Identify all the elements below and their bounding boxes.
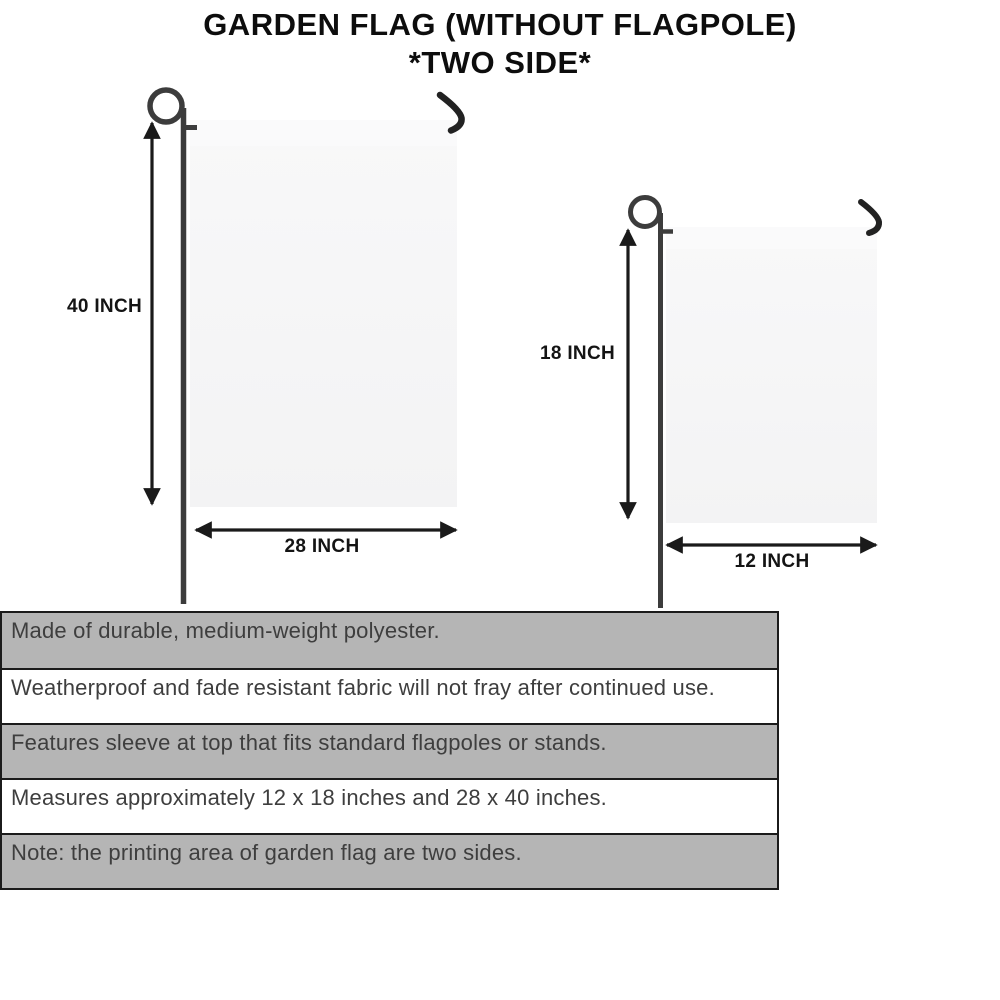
small-flag-width-label: 12 INCH [734, 551, 810, 572]
large-flag-panel [190, 120, 457, 507]
large-flag-width-label: 28 INCH [284, 536, 360, 557]
small-flagpole-loop-icon [631, 198, 660, 227]
feature-row-sleeve: Features sleeve at top that fits standard flagpoles or stands. [2, 723, 777, 778]
large-flag-height-label: 40 INCH [67, 296, 142, 317]
title-line2: *TWO SIDE* [408, 45, 592, 80]
large-flag-group [150, 90, 462, 604]
large-flag-sleeve [190, 120, 457, 146]
title-line1: GARDEN FLAG (WITHOUT FLAGPOLE) [203, 7, 797, 42]
feature-row-note: Note: the printing area of garden flag are two sides. [2, 833, 777, 888]
small-flag-sleeve [666, 227, 877, 249]
small-flag-group [628, 198, 879, 609]
small-flag-height-label: 18 INCH [540, 343, 615, 364]
feature-row-weatherproof: Weatherproof and fade resistant fabric will not fray after continued use. [2, 668, 777, 723]
feature-row-material: Made of durable, medium-weight polyester. [2, 613, 777, 668]
feature-row-measures: Measures approximately 12 x 18 inches and 28 x 40 inches. [2, 778, 777, 833]
small-flag-panel [666, 227, 877, 523]
features-table [0, 611, 779, 890]
large-flagpole-loop-icon [150, 90, 182, 122]
